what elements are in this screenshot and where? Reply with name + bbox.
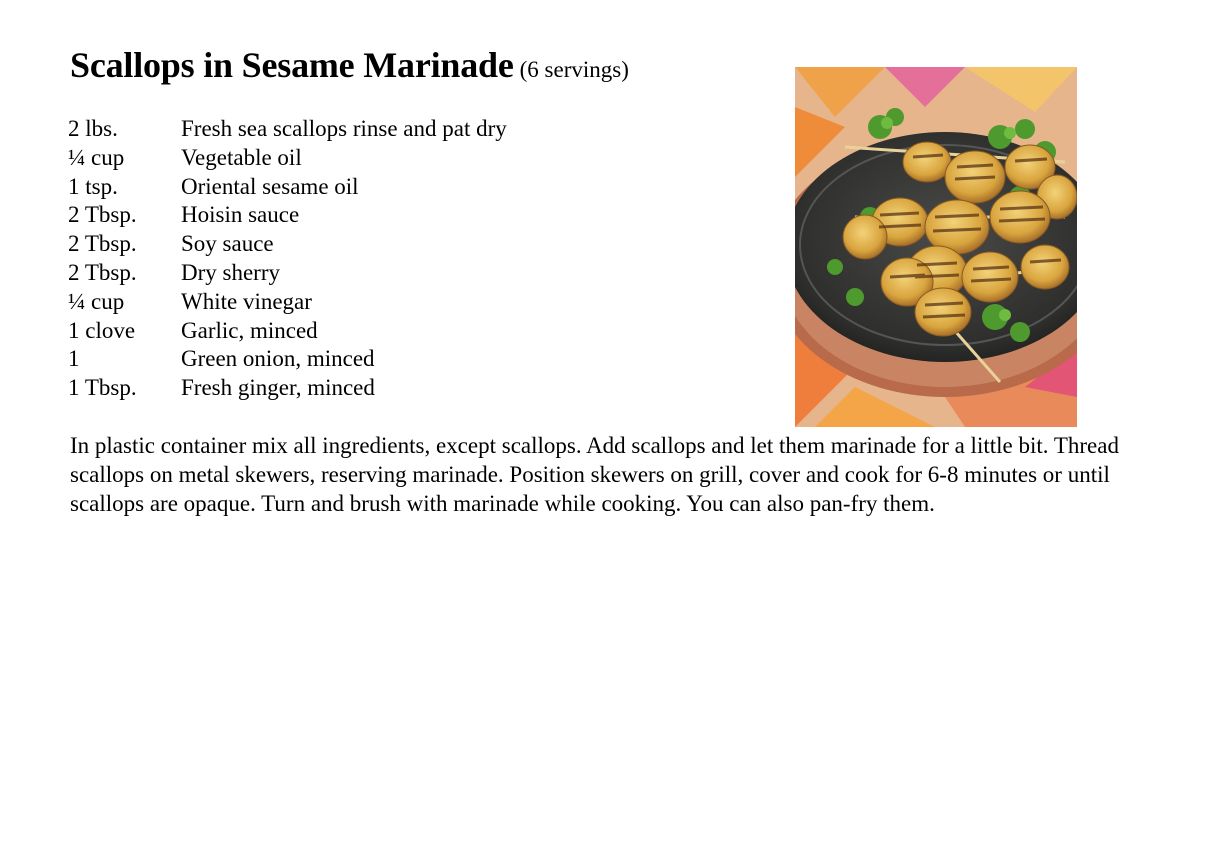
- ingredient-row: [68, 317, 507, 346]
- ingredient-item: Soy sauce: [181, 231, 274, 257]
- ingredient-qty: 1 Tbsp.: [68, 375, 137, 401]
- ingredient-item: Fresh sea scallops rinse and pat dry: [181, 116, 507, 141]
- ingredient-row: [68, 259, 507, 288]
- ingredient-item: Green onion, minced: [181, 346, 375, 372]
- servings-note: (6 servings): [519, 57, 629, 82]
- ingredient-row: [68, 288, 507, 317]
- ingredient-row: [68, 115, 507, 144]
- ingredient-item: Oriental sesame oil: [181, 173, 359, 199]
- ingredient-item: Vegetable oil: [181, 144, 302, 170]
- ingredient-item: Dry sherry: [181, 259, 280, 285]
- ingredient-row: [68, 374, 507, 403]
- ingredient-list: [68, 115, 507, 403]
- ingredient-row: [68, 230, 507, 259]
- ingredient-qty: 2 Tbsp.: [68, 231, 137, 257]
- ingredient-qty: 1 clove: [68, 317, 136, 343]
- ingredient-qty: ¼ cup: [68, 144, 125, 170]
- ingredient-item: Fresh ginger, minced: [181, 375, 375, 401]
- ingredient-row: [68, 345, 507, 374]
- ingredient-qty: 2 lbs.: [68, 116, 118, 141]
- ingredient-row: [68, 201, 507, 230]
- ingredient-row: [68, 144, 507, 173]
- scallops-photo: [795, 67, 1077, 427]
- ingredient-qty: ¼ cup: [68, 288, 125, 314]
- ingredient-qty: 2 Tbsp.: [68, 202, 137, 228]
- ingredient-qty: 1: [68, 346, 80, 372]
- instructions-paragraph: In plastic container mix all ingredients, except scallops. Add scallops and let them marinade for a little bit. Thread scallops on metal skewers, reserving marinade. Position skewers on grill, cover and cook for 6-8 minutes or until scallops are opaque. Turn and brush with marinade while cooking. You can also pan-fry them.: [70, 433, 1119, 516]
- ingredient-item: Hoisin sauce: [181, 202, 300, 228]
- title-line: [70, 44, 629, 86]
- ingredient-qty: 2 Tbsp.: [68, 259, 137, 285]
- ingredient-qty: 1 tsp.: [68, 173, 118, 199]
- recipe-title: Scallops in Sesame Marinade: [70, 45, 514, 85]
- ingredient-item: White vinegar: [181, 288, 312, 314]
- ingredient-item: Garlic, minced: [181, 317, 318, 343]
- ingredient-row: [68, 173, 507, 202]
